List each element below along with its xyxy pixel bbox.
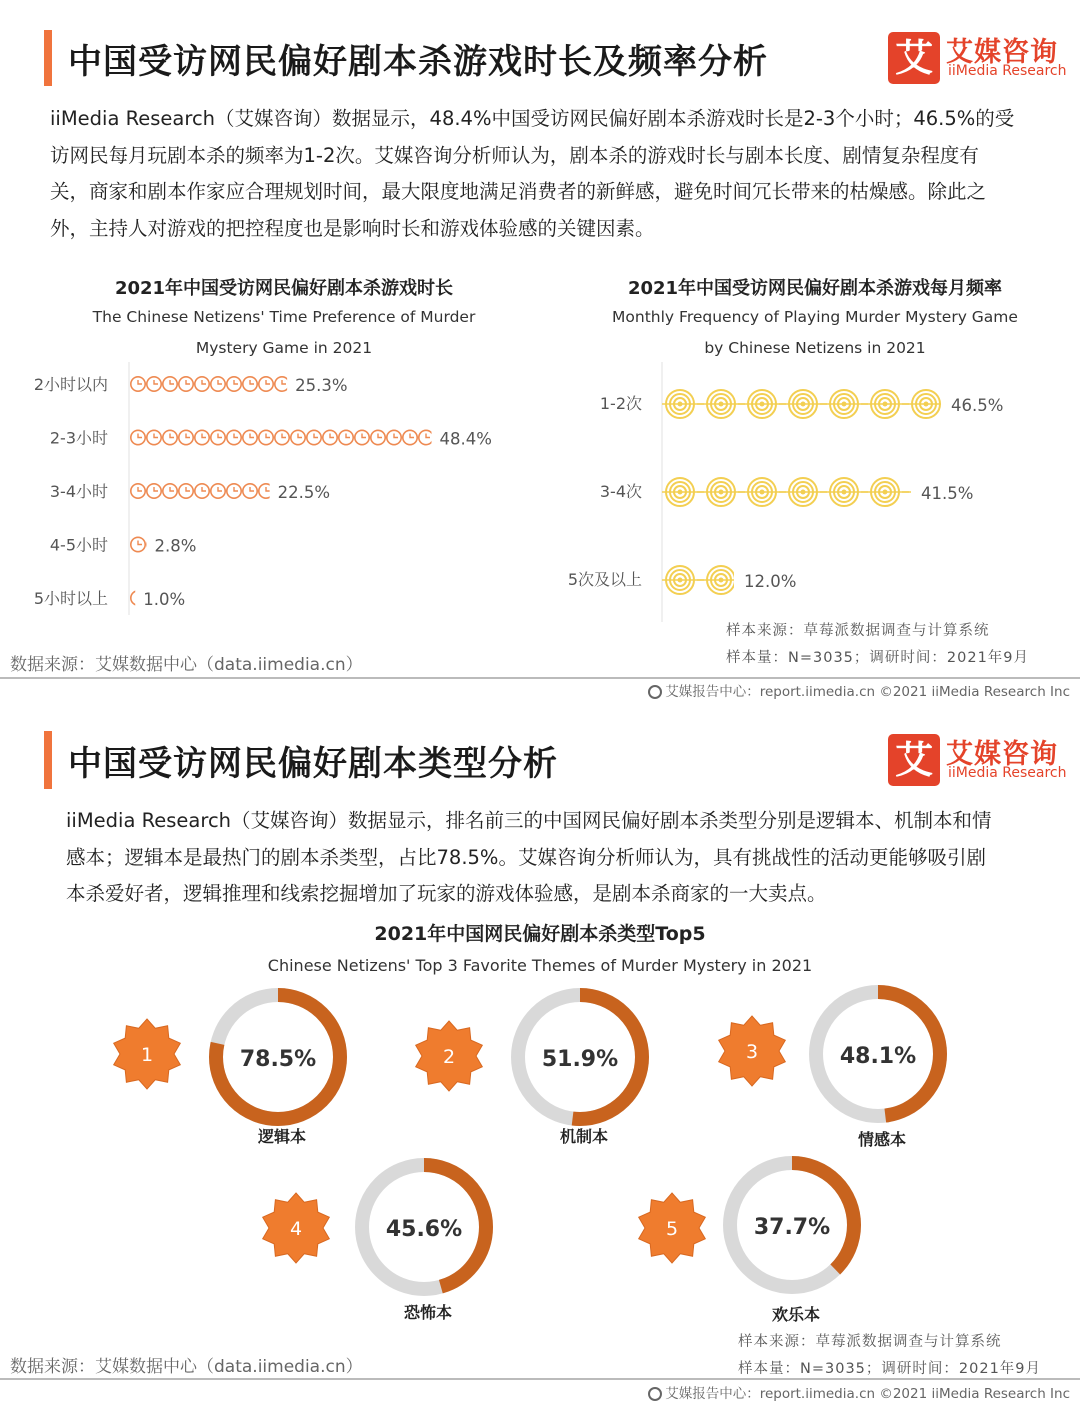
footer-text: 艾媒报告中心：report.iimedia.cn ©2021 iiMedia Research Inc (665, 684, 1070, 700)
donut-value-label: 51.9% (541, 1047, 619, 1072)
category-label: 5小时以上 (33, 589, 108, 608)
section2-sample-info (738, 1329, 1041, 1383)
donut-item (114, 995, 340, 1146)
category-label: 3-4次 (599, 482, 642, 501)
chart3-subtitle: Chinese Netizens' Top 3 Favorite Themes of Murder Mystery in 2021 (267, 956, 813, 975)
category-label: 5次及以上 (567, 570, 642, 589)
section2-divider (0, 1378, 1080, 1380)
section2-footer (648, 1382, 1070, 1402)
logo-mark-icon: 艾 (888, 734, 940, 786)
section1-logo (888, 32, 1068, 88)
chart2-subtitle (565, 302, 1065, 364)
sample-source: 样本来源：草莓派数据调查与计算系统 (738, 1334, 1002, 1350)
chart1-subtitle-line: Mystery Game in 2021 (195, 339, 373, 357)
rank-label: 3 (745, 1041, 759, 1063)
sample-source: 样本来源：草莓派数据调查与计算系统 (726, 623, 990, 639)
donut-category-label: 机制本 (559, 1127, 609, 1146)
donut-item (639, 1163, 854, 1324)
section2-title-accent (44, 731, 52, 789)
para-line: iiMedia Research（艾媒咨询）数据显示，48.4%中国受访网民偏好剧本杀游戏时长是2-3个小时；46.5%的受 (50, 107, 1015, 130)
sun-icon (820, 390, 868, 418)
donut-value-label: 48.1% (839, 1044, 917, 1069)
sun-icon (656, 566, 704, 594)
category-label: 4-5小时 (49, 535, 108, 555)
donut-value-label: 45.6% (385, 1217, 463, 1242)
sun-icon (697, 390, 745, 418)
chart1-title: 2021年中国受访网民偏好剧本杀游戏时长 (114, 278, 454, 299)
section1-divider (0, 677, 1080, 679)
rank-label: 2 (442, 1046, 456, 1068)
section1-footer (648, 680, 1070, 700)
donut-item (719, 992, 940, 1149)
category-label: 1-2次 (599, 394, 642, 413)
sun-icon (738, 390, 786, 418)
donut-value-label: 78.5% (239, 1047, 317, 1072)
section1-data-source: 数据来源：艾媒数据中心（data.iimedia.cn） (10, 655, 363, 675)
clock-bar (131, 484, 273, 498)
sun-icon (820, 478, 868, 506)
value-label: 12.0% (744, 572, 797, 591)
sun-bar (656, 566, 745, 594)
category-label: 2-3小时 (49, 428, 108, 448)
rank-label: 4 (289, 1218, 303, 1240)
sun-icon (656, 478, 704, 506)
donut-item (263, 1165, 486, 1322)
value-label: 25.3% (295, 376, 348, 395)
section1-title-accent (44, 30, 52, 86)
logo-en: iiMedia Research (948, 765, 1067, 781)
para-line: 访网民每月玩剧本杀的频率为1-2次。艾媒咨询分析师认为，剧本杀的游戏时长与剧本长度、剧情复杂程度有 (50, 143, 979, 167)
sun-icon (779, 390, 827, 418)
sun-icon (697, 478, 745, 506)
category-label: 3-4小时 (49, 482, 108, 501)
chart3-title: 2021年中国网民偏好剧本杀类型Top5 (374, 923, 706, 945)
sun-icon (656, 390, 704, 418)
frequency-pictograph-chart (540, 360, 1080, 630)
sun-icon (779, 478, 827, 506)
para-line: 关，商家和剧本作家应合理规划时间，最大限度地满足消费者的新鲜感，避免时间冗长带来的枯燥感。除此之 (50, 180, 987, 203)
sun-icon (902, 390, 950, 418)
donut-category-label: 情感本 (857, 1130, 907, 1149)
chart2-subtitle-line: by Chinese Netizens in 2021 (704, 339, 926, 357)
para-line: 感本；逻辑本是最热门的剧本杀类型，占比78.5%。艾媒咨询分析师认为，具有挑战性的活动更能够吸引剧 (66, 845, 986, 869)
sun-icon (697, 566, 745, 594)
donut-item (416, 995, 642, 1146)
duration-pictograph-chart (0, 360, 540, 630)
chart2-title: 2021年中国受访网民偏好剧本杀游戏每月频率 (627, 278, 1003, 299)
donut-category-label: 恐怖本 (403, 1303, 453, 1322)
section2-data-source: 数据来源：艾媒数据中心（data.iimedia.cn） (10, 1357, 363, 1377)
footer-text: 艾媒报告中心：report.iimedia.cn ©2021 iiMedia Research Inc (665, 1386, 1070, 1402)
chart1-subtitle (34, 302, 534, 364)
clock-bar (131, 430, 433, 444)
globe-icon (648, 685, 662, 699)
section2-paragraph (66, 803, 1046, 913)
value-label: 48.4% (439, 429, 492, 449)
logo-en: iiMedia Research (948, 63, 1067, 79)
sun-icon (861, 390, 909, 418)
rank-label: 1 (140, 1044, 154, 1066)
value-label: 46.5% (951, 396, 1004, 415)
chart1-subtitle-line: The Chinese Netizens' Time Preference of Murder (92, 308, 476, 326)
section1-title: 中国受访网民偏好剧本杀游戏时长及频率分析 (68, 42, 768, 82)
donut-value-label: 37.7% (753, 1215, 831, 1240)
value-label: 41.5% (921, 484, 974, 503)
chart2-subtitle-line: Monthly Frequency of Playing Murder Mystery Game (612, 308, 1018, 326)
sun-bar (656, 390, 950, 418)
clock-bar (131, 377, 289, 391)
logo-cn: 艾媒咨询 (946, 37, 1058, 68)
section2-title: 中国受访网民偏好剧本类型分析 (68, 744, 558, 784)
para-line: iiMedia Research（艾媒咨询）数据显示，排名前三的中国网民偏好剧本杀类型分别是逻辑本、机制本和情 (66, 809, 992, 832)
sun-bar (656, 478, 950, 506)
section1-sample-info (726, 618, 1029, 672)
section1-paragraph (50, 101, 1040, 247)
para-line: 外，主持人对游戏的把控程度也是影响时长和游戏体验感的关键因素。 (50, 216, 655, 240)
value-label: 1.0% (143, 590, 186, 609)
para-line: 本杀爱好者，逻辑推理和线索挖掘增加了玩家的游戏体验感，是剧本杀商家的一大卖点。 (66, 882, 827, 905)
logo-cn: 艾媒咨询 (946, 739, 1058, 770)
category-label: 2小时以内 (33, 375, 108, 394)
donut-category-label: 欢乐本 (771, 1305, 821, 1324)
rank-label: 5 (665, 1218, 679, 1240)
globe-icon (648, 1387, 662, 1401)
section2-logo (888, 734, 1068, 790)
value-label: 22.5% (277, 483, 331, 502)
sample-size: 样本量：N=3035；调研时间：2021年9月 (726, 650, 1030, 666)
logo-mark-icon: 艾 (888, 32, 940, 84)
sample-size: 样本量：N=3035；调研时间：2021年9月 (738, 1361, 1042, 1377)
sun-icon (738, 478, 786, 506)
sun-icon (861, 478, 909, 506)
theme-donut-chart (0, 980, 1080, 1340)
value-label: 2.8% (154, 536, 197, 556)
donut-category-label: 逻辑本 (257, 1127, 307, 1146)
